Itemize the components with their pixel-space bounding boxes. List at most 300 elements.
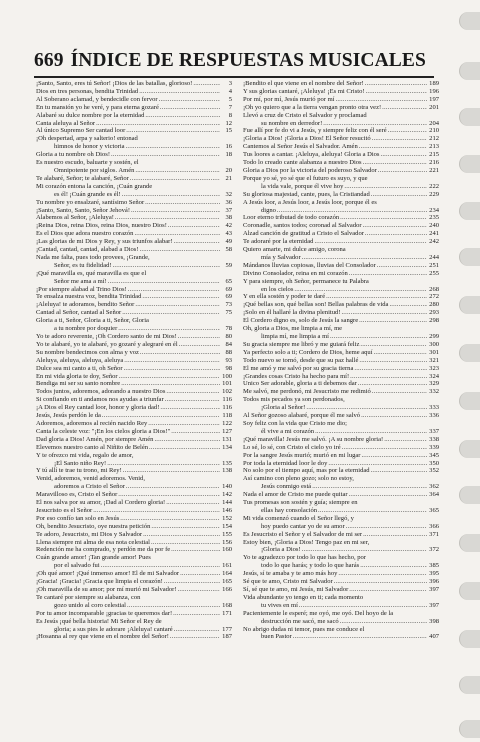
dot-leader (360, 341, 427, 349)
index-entry-text: Vida abundante yo tengo en ti; cada momento (243, 593, 364, 601)
index-entry (243, 159, 439, 167)
dot-leader (126, 127, 220, 135)
index-entry-line (36, 301, 232, 309)
index-entry (243, 586, 439, 594)
index-entry-line (36, 286, 232, 294)
index-entry (243, 191, 439, 199)
index-entry-line (36, 396, 232, 404)
hymn-number: 329 (429, 380, 439, 388)
hymn-number: 154 (222, 522, 232, 530)
index-entry-text: Señor, es tu fidelidad! (54, 261, 112, 269)
hymn-number: 212 (429, 135, 439, 143)
thumb-tab (459, 296, 480, 314)
index-entry (36, 523, 232, 531)
hymn-number: 201 (429, 103, 439, 111)
dot-leader (174, 238, 221, 246)
index-entry (243, 325, 439, 341)
dot-leader (306, 404, 427, 412)
index-entry (243, 380, 439, 388)
index-entry (243, 341, 439, 349)
index-entry (243, 135, 439, 143)
index-entry (243, 167, 439, 175)
index-entry-text: Y sus glorias cantaré, ¡Aleluya! ¡Es mi Cristo! (243, 87, 365, 95)
hymn-number: 280 (429, 301, 439, 309)
index-entry-text: adoremos a Cristo el Señor (54, 483, 125, 491)
index-entry-line (243, 523, 439, 531)
dot-leader (113, 262, 220, 270)
index-entry-text: Elevemos nuestro canto al Niñito de Belén (36, 443, 148, 451)
hymn-number: 140 (222, 483, 232, 491)
hymn-number: 135 (222, 459, 232, 467)
dot-leader (358, 380, 427, 388)
index-entry-text: Tus loores a cantar. ¡Aleluya, aleluya! Gloria a Dios (243, 151, 380, 159)
dot-leader (96, 120, 220, 128)
index-entry-text: Todo lo creado cante alabanza a nuestro Dios (243, 159, 362, 167)
dot-leader (93, 507, 220, 515)
index-entry-line (36, 159, 232, 167)
hymn-number: 350 (429, 459, 439, 467)
index-entry (36, 254, 232, 270)
index-entry-text: Cantemos al Señor Jesús el Salvador. Amén (243, 143, 358, 151)
index-entry-text: mía y Salvador (261, 253, 301, 261)
index-entry-text: Nada el amor de Cristo me puede quitar (243, 491, 348, 499)
hymn-number: 372 (429, 546, 439, 554)
thumb-tab (459, 534, 480, 552)
index-entry-text: su nombre en derredor! (261, 119, 323, 127)
index-entry (243, 349, 439, 357)
hymn-number: 362 (429, 483, 439, 491)
index-entry-text: Tu nombre yo ensalzaré, santísimo Señor (36, 198, 145, 206)
index-entry-text: Mi vida comenzó cuando el Señor llegó, y (243, 514, 354, 522)
index-entry-line (243, 507, 439, 515)
index-entry (243, 475, 439, 491)
index-entry-line (36, 357, 232, 365)
thumb-tab (459, 202, 480, 220)
dot-leader (142, 293, 220, 301)
index-entry-text: ¡Oh qué amor! ¡Qué inmenso amor! El de mi Salvador (36, 570, 180, 578)
index-entry-line (36, 88, 232, 96)
index-entry-line (243, 167, 439, 175)
hymn-number: 189 (429, 80, 439, 87)
hymn-number: 222 (429, 182, 439, 190)
dot-leader (126, 143, 220, 151)
index-entry-line (243, 127, 439, 135)
index-entry-line (243, 151, 439, 159)
index-entry-line (36, 104, 232, 112)
hymn-number: 272 (429, 293, 439, 301)
hymn-number: 7 (228, 103, 232, 111)
index-entry (243, 626, 439, 642)
dot-leader (323, 120, 427, 128)
hymn-number: 160 (222, 546, 232, 554)
hymn-number: 16 (225, 143, 232, 151)
index-entry-text: Oh, bendito Jesucristo, oye nuestra petición (36, 522, 151, 530)
hymn-number: 93 (225, 356, 232, 364)
index-entry-line (36, 618, 232, 626)
index-entry-line (36, 388, 232, 396)
dot-leader (349, 586, 427, 594)
index-entry-text: Por tu amor incomparable ¡gracias te queremos dar! (36, 609, 173, 617)
index-entry-line (243, 270, 439, 278)
index-entry-text: Todo nuevo se tornó, desde que su paz hallé (243, 356, 359, 364)
hymn-number: 352 (429, 467, 439, 475)
hymn-number: 38 (225, 214, 232, 222)
dot-leader (145, 199, 220, 207)
index-entry-text: Fue allí por fe do vi a Jesús, y siempre feliz con él seré (243, 127, 387, 135)
index-entry-text: Oh, gloria a Dios, me limpia a mí, me (243, 325, 343, 333)
index-entry (36, 127, 232, 135)
index-entry (36, 341, 232, 349)
hymn-number: 37 (225, 206, 232, 214)
hymn-number: 215 (429, 151, 439, 159)
index-entry (243, 278, 439, 294)
index-entry-line (36, 270, 232, 278)
index-entry-text: Por eso confío tan solo en Jesús (36, 514, 120, 522)
index-entry-text: Si confiando en ti andamos nos ayudas a triunfar (36, 396, 164, 404)
dot-leader (365, 80, 427, 88)
hymn-number: 100 (222, 372, 232, 380)
index-entry-line (243, 578, 439, 586)
hymn-number: 345 (429, 451, 439, 459)
index-entry (36, 467, 232, 475)
hymn-number: 164 (222, 570, 232, 578)
index-entry-text: Adoremos, adoremos al recién nacido Rey (36, 419, 148, 427)
index-entry-text: Al Señor gozoso alabaré, porque él me salvó (243, 412, 361, 420)
index-entry-line (36, 80, 232, 88)
index-entry (36, 499, 232, 507)
index-entry-line (36, 254, 232, 262)
index-entry (243, 610, 439, 626)
index-entry-text: limpia mí, me limpia a mí (261, 333, 330, 340)
dot-leader (277, 207, 427, 215)
index-entry-line (243, 388, 439, 396)
index-entry-text: Todos mis pecados ya son perdonados, (243, 396, 345, 404)
index-entry-text: ¡Qué bellas son, qué bellas son! Bellas palabras de vida (243, 301, 389, 309)
index-entry-text: Jesús conmigo está (261, 483, 312, 491)
hymn-number: 366 (429, 522, 439, 530)
index-entry-text: En mi vida gloria te doy, Señor (36, 372, 118, 380)
index-entry (243, 491, 439, 499)
index-entry-text: la vida vale, porque él vive hoy (261, 182, 344, 190)
dot-leader (122, 309, 220, 317)
dot-leader (363, 531, 427, 539)
index-entry-text: A Jesús loor, a Jesús loor, a Jesús loor, porque él es (243, 198, 377, 206)
dot-leader (140, 349, 220, 357)
index-entry (243, 230, 439, 238)
index-entry-line (36, 562, 232, 570)
hymn-number: 364 (429, 491, 439, 499)
index-entry-text: Te cantaré por siempre su alabanza, con (36, 593, 141, 601)
dot-leader (127, 602, 220, 610)
index-entry-line (36, 135, 232, 143)
index-entry-text: Me salvó, me perdonó, mi Jesucristo me redimió (243, 388, 371, 396)
dot-leader (363, 159, 427, 167)
index-entry-line (36, 626, 232, 634)
index-entry-text: Por la sangre Jesús murió; murió en mi lugar (243, 451, 361, 459)
hymn-number: 98 (225, 364, 232, 372)
index-entry-line (36, 539, 232, 547)
index-entry-line (243, 183, 439, 191)
index-entry-line (36, 483, 232, 491)
index-entry (36, 120, 232, 128)
hymn-number: 78 (225, 325, 232, 333)
hymn-number: 8 (228, 111, 232, 119)
dot-leader (354, 365, 427, 373)
hymn-number: 116 (222, 396, 232, 404)
index-entry-line (36, 278, 232, 286)
index-entry (36, 183, 232, 199)
index-entry-text: Canta aleluya al Señor (36, 119, 96, 127)
hymn-number: 216 (429, 159, 439, 167)
index-entry (36, 199, 232, 207)
index-entry-text: Unico Ser adorable, gloria a ti debemos dar (243, 380, 357, 388)
hymn-number: 49 (225, 238, 232, 246)
index-entry-line (36, 309, 232, 317)
index-entry (36, 388, 232, 396)
index-entry-text: Alabaré su dulce nombre por la eternidad (36, 111, 145, 119)
index-entry (36, 444, 232, 452)
index-entry (36, 436, 232, 444)
index-entry (243, 104, 439, 112)
index-entry-text: Lo sé, lo sé, con Cristo el cielo yo iré (243, 443, 341, 451)
index-entry-line (243, 143, 439, 151)
index-entry-line (243, 554, 439, 562)
hymn-number: 204 (429, 119, 439, 127)
index-entry-line (243, 230, 439, 238)
index-entry-line (243, 238, 439, 246)
index-entry-text: ¡Gloria a Dios! ¡Gloria a Dios! El Señor resucitó (243, 135, 371, 143)
index-entry-text: Dios en tres personas, bendita Trinidad (36, 87, 139, 95)
index-entry-line (243, 80, 439, 88)
index-entry-text: Te adoraré por la eternidad (243, 238, 314, 246)
index-entry (243, 238, 439, 246)
thumb-tab (459, 720, 480, 738)
index-entry-text: Así camino con pleno gozo; solo no estoy, (243, 475, 354, 483)
dot-leader (139, 88, 220, 96)
thumb-tab (459, 12, 480, 30)
index-entry (36, 404, 232, 412)
index-entry-line (36, 317, 232, 325)
index-entry-text: Divino Consolador, reina en mi corazón (243, 269, 348, 277)
index-entry (36, 373, 232, 381)
index-entry-line (36, 120, 232, 128)
hymn-number: 102 (222, 388, 232, 396)
dot-leader (168, 222, 220, 230)
index-entry-text: ¡A Dios el Rey cantad loor, honor y gloria dad! (36, 404, 160, 412)
index-entry-text: Sí, sé que te amo, mi Jesús, mi Salvador (243, 586, 349, 593)
hymn-number: 69 (225, 285, 232, 293)
index-entry-line (36, 507, 232, 515)
index-entry-text: Yo te alabaré, yo te alabaré, yo gozaré y alegraré en él (36, 340, 178, 348)
index-entry-text: ¡Aleluya! te adoramos, bendito Señor (36, 301, 135, 309)
hymn-number: 146 (222, 506, 232, 514)
index-entry-text: ¡Por siempre alabad al Trino Dios! (36, 285, 127, 293)
index-entry-line (243, 562, 439, 570)
dot-leader (366, 88, 427, 96)
hymn-number: 36 (225, 198, 232, 206)
hymn-number: 171 (222, 609, 232, 617)
index-entry-text: Jesús, sí te amaba y te amo más hoy (243, 570, 338, 578)
index-entry-text: Estoy bien, ¡Gloria a Dios! Tengo paz en mi ser, (243, 538, 370, 546)
index-entry-text: Pacientemente le esperé; me oyó, me oyó. Del hoyo de la (243, 609, 394, 617)
dot-leader (166, 388, 220, 396)
dot-leader (342, 444, 427, 452)
index-entry-line (36, 349, 232, 357)
index-entry-text: Dad gloria a Dios! Amén, por siempre Amén (36, 435, 154, 443)
index-entry-line (36, 96, 232, 104)
index-entry-line (36, 293, 232, 301)
index-entry-line (36, 499, 232, 507)
index-entry-line (243, 246, 439, 254)
hymn-number: 12 (225, 119, 232, 127)
dot-leader (340, 214, 427, 222)
index-entry (36, 286, 232, 294)
index-entry (36, 96, 232, 104)
hymn-number: 242 (429, 238, 439, 246)
thumb-tab (459, 582, 480, 600)
index-entry-text: a tu nombre por doquier (54, 325, 118, 333)
index-entry-text: Te adoro, Jesucristo, mi Dios y Salvador (36, 530, 143, 538)
index-entry-text: Te ensalza nuestra voz, bendita Trinidad (36, 293, 142, 301)
dot-leader (315, 428, 427, 436)
index-entry-line (36, 602, 232, 610)
index-entry-text: Jesucristo es el Señor (36, 506, 93, 514)
index-entry-text: Y tú allí te trae tu trono, mi Rey! (36, 467, 122, 475)
index-entry-text: Yo te agradezco por todo lo que has hecho, por (243, 554, 366, 562)
thumb-tab (459, 630, 480, 648)
index-entry-line (243, 88, 439, 96)
hymn-number: 197 (429, 95, 439, 103)
index-entry-text: Es el Dios que adora nuestro corazón (36, 230, 134, 238)
dot-leader (118, 491, 220, 499)
dot-leader (359, 317, 427, 325)
index-entry-line (243, 633, 439, 641)
index-entry-text: ¡El Santo niño Rey! (54, 459, 107, 467)
dot-leader (193, 80, 220, 88)
dot-leader (382, 104, 427, 112)
index-entry (243, 96, 439, 104)
index-entry (243, 420, 439, 436)
hymn-number: 18 (225, 151, 232, 159)
dot-leader (102, 412, 220, 420)
index-entry-line (36, 214, 232, 222)
index-entry-text: Dulce sea mi canto a ti, oh Señor (36, 364, 123, 372)
index-entry-line (36, 246, 232, 254)
hymn-number: 156 (222, 538, 232, 546)
hymn-number: 240 (429, 222, 439, 230)
index-entry-text: Te alabaré, Señor; te alabaré, Señor (36, 174, 129, 182)
index-entry-line (243, 491, 439, 499)
dot-leader (124, 365, 220, 373)
index-entry (36, 175, 232, 183)
dot-leader (151, 523, 220, 531)
index-entry-line (36, 199, 232, 207)
index-entry (36, 349, 232, 357)
hymn-number: 165 (222, 578, 232, 586)
index-entry (36, 515, 232, 523)
hymn-number: 168 (222, 601, 232, 609)
index-entry-text: Al Soberano aclamad, y bendecidle con fervor (36, 95, 158, 103)
index-entry-line (243, 467, 439, 475)
index-entry (243, 88, 439, 96)
hymn-number: 365 (429, 506, 439, 514)
index-entry-line (36, 554, 232, 562)
hymn-number: 268 (429, 285, 439, 293)
index-entry-line (36, 238, 232, 246)
dot-leader (166, 499, 220, 507)
dot-leader (178, 333, 220, 341)
index-column-right (243, 80, 439, 641)
index-entry-line (243, 301, 439, 309)
index-column-left (36, 80, 232, 641)
dot-leader (294, 286, 427, 294)
index-entry-text: ¡Hosanna al rey que viene en el nombre del Señor! (36, 633, 169, 641)
index-entry-text: Quiero amarte, mi dulce amigo, corona (243, 246, 346, 254)
index-entry-line (243, 380, 439, 388)
hymn-number: 397 (429, 586, 439, 593)
index-entry-text: Tus promesas son sostén y guía; siempre en (243, 499, 358, 507)
dot-leader (372, 388, 427, 396)
hymn-number: 58 (225, 246, 232, 254)
dot-leader (124, 357, 220, 365)
hymn-number: 397 (429, 601, 439, 609)
dot-leader (134, 230, 220, 238)
dot-leader (154, 436, 220, 444)
index-entry-line (243, 436, 439, 444)
hymn-number: 234 (429, 206, 439, 214)
index-entry (36, 554, 232, 570)
hymn-number: 122 (222, 419, 232, 427)
index-entry-text: Y en ella sostén y poder te daré (243, 293, 326, 301)
dot-leader (170, 633, 220, 641)
index-entry (36, 618, 232, 634)
hymn-number: 324 (429, 372, 439, 380)
dot-leader (171, 428, 220, 436)
index-entry-text: Y te ofrezco mi vida, regalo de amor, (36, 451, 134, 459)
index-entry (243, 388, 439, 396)
index-entry-text: Venid, adoremos, venid adoremos. Venid, (36, 475, 145, 483)
hymn-number: 385 (429, 562, 439, 570)
index-entry-line (36, 436, 232, 444)
index-entry-text: ¡Oh despertad, arpa y salterio! entonad (36, 135, 138, 143)
dot-leader (180, 570, 220, 578)
index-entry-text: ¡Gloria a Dios! (261, 546, 301, 554)
index-entry (36, 539, 232, 547)
dot-leader (149, 444, 220, 452)
index-entry (36, 633, 232, 641)
dot-leader (128, 286, 220, 294)
index-entry-line (36, 515, 232, 523)
dot-leader (101, 562, 220, 570)
index-entry-text: Por toda la eternidad loor le doy (243, 459, 328, 467)
hymn-number: 42 (225, 222, 232, 230)
index-entry-text: Su gracia siempre me libró y me guiará feliz (243, 340, 360, 348)
index-entry-text: Llena siempre mi alma de esa nota celestial (36, 538, 150, 546)
dot-leader (123, 467, 220, 475)
index-entry-line (36, 167, 232, 175)
index-entry-line (243, 207, 439, 215)
index-entry-line (243, 214, 439, 222)
hymn-number: 396 (429, 578, 439, 586)
index-entry-line (36, 452, 232, 460)
index-entry-line (243, 104, 439, 112)
index-entry-text: Llevó a cruz de Cristo el Salvador y proclamad (243, 111, 367, 119)
hymn-number: 229 (429, 190, 439, 198)
index-entry-line (243, 570, 439, 578)
dot-leader (111, 151, 220, 159)
index-entry (36, 578, 232, 586)
index-entry-line (243, 278, 439, 286)
